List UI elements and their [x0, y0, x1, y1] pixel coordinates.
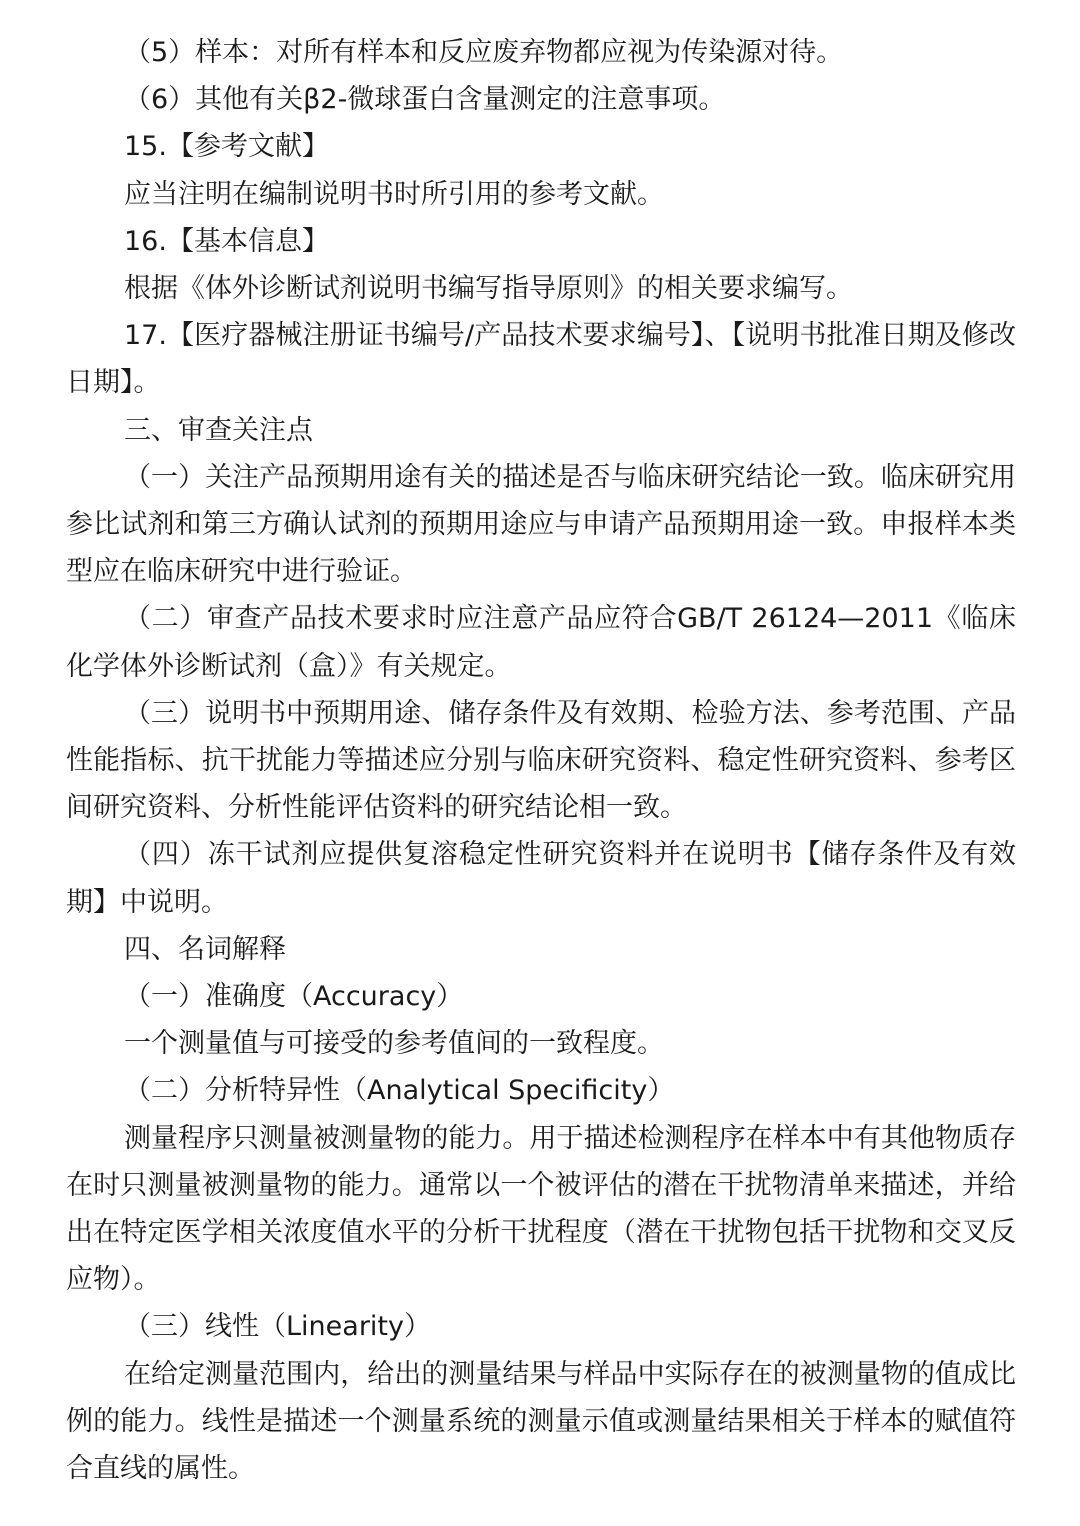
- heading-basic-info: 16.【基本信息】: [124, 225, 329, 257]
- paragraph-review-point-1: （一）关注产品预期用途有关的描述是否与临床研究结论一致。临床研究用参比试剂和第三方确认试剂的预期用途应与申请产品预期用途一致。申报样本类型应在临床研究中进行验证。: [66, 461, 1016, 588]
- heading-references: 15.【参考文献】: [124, 131, 329, 163]
- section-heading-review-points: 三、审查关注点: [124, 414, 313, 446]
- paragraph-review-point-2: （二）审查产品技术要求时应注意产品应符合GB/T 26124—2011《临床化学体外诊断试剂（盒）》有关规定。: [66, 603, 1016, 682]
- definition-analytical-specificity: 测量程序只测量被测量物的能力。用于描述检测程序在样本中有其他物质存在时只测量被测量物的能力。通常以一个被评估的潜在干扰物清单来描述，并给出在特定医学相关浓度值水平的分析干扰程度（潜在干扰物包括干扰物和交叉反应物）。: [66, 1122, 1016, 1296]
- paragraph-sample-note: （5）样本：对所有样本和反应废弃物都应视为传染源对待。: [124, 37, 844, 68]
- term-accuracy: （一）准确度（Accuracy）: [124, 981, 464, 1013]
- paragraph-other-notes: （6）其他有关β2-微球蛋白含量测定的注意事项。: [124, 84, 726, 116]
- definition-linearity: 在给定测量范围内，给出的测量结果与样品中实际存在的被测量物的值成比例的能力。线性是描述一个测量系统的测量示值或测量结果相关于样本的赋值符合直线的属性。: [66, 1358, 1016, 1485]
- section-heading-glossary: 四、名词解释: [124, 933, 286, 965]
- paragraph-review-point-3: （三）说明书中预期用途、储存条件及有效期、检验方法、参考范围、产品性能指标、抗干扰能力等描述应分别与临床研究资料、稳定性研究资料、参考区间研究资料、分析性能评估资料的研究结论相一致。: [66, 697, 1016, 824]
- document-page: [66, 29, 1016, 1492]
- paragraph-basic-info: 根据《体外诊断试剂说明书编写指导原则》的相关要求编写。: [124, 273, 853, 305]
- term-analytical-specificity: （二）分析特异性（Analytical Specificity）: [124, 1075, 675, 1107]
- paragraph-review-point-4: （四）冻干试剂应提供复溶稳定性研究资料并在说明书【储存条件及有效期】中说明。: [66, 839, 1016, 918]
- term-linearity: （三）线性（Linearity）: [124, 1311, 431, 1343]
- heading-registration-numbers: 17.【医疗器械注册证书编号/产品技术要求编号】、【说明书批准日期及修改日期】。: [66, 320, 1016, 399]
- definition-accuracy: 一个测量值与可接受的参考值间的一致程度。: [124, 1028, 664, 1060]
- paragraph-references: 应当注明在编制说明书时所引用的参考文献。: [124, 178, 664, 210]
